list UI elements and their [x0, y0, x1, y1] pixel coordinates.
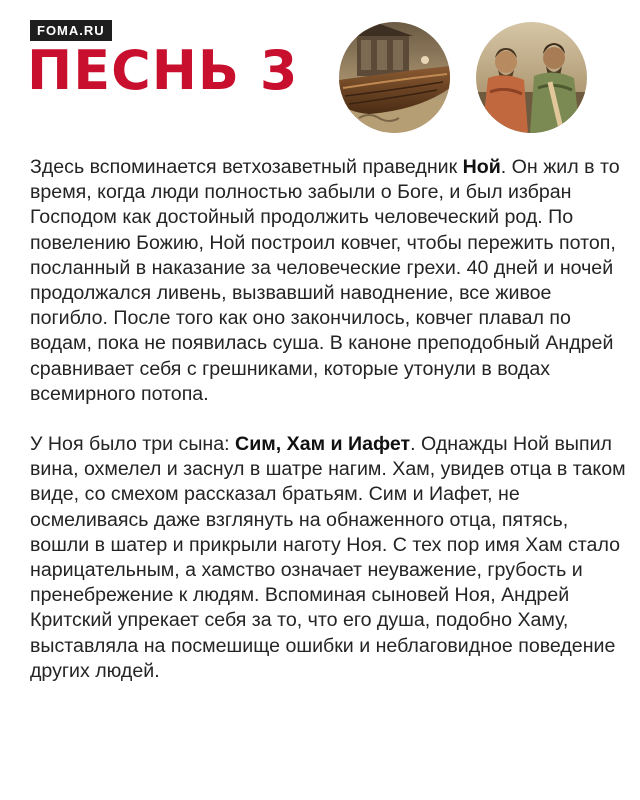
brand-badge: FOMA.RU: [30, 20, 112, 41]
article-body: [30, 155, 628, 684]
noah-ark-icon: [339, 22, 450, 133]
sons-of-noah-icon: [476, 22, 587, 133]
paragraph: [30, 432, 628, 684]
paragraph-text: У Ноя было три сына:: [30, 433, 236, 456]
bold-text: Сим, Хам и Иафет: [235, 433, 411, 456]
page-title: ПЕСНЬ 3: [27, 39, 299, 102]
paragraph-text: Здесь вспоминается ветхозаветный праведник: [30, 156, 463, 178]
paragraph-text: . Он жил в то время, когда люди полностью забыли о Боге, и был избран Господом как достойный продолжить человеческий род. По повелению Божию, Ной построил ковчег, чтобы пережить потоп, посланный в наказание за человеческие грехи. 40 дней и ночей продолжался ливень, вызвавший наводнение, все живое погибло. После того как оно закончилось, ковчег плавал по водам, пока не появилась суша. В каноне преподобный Андрей сравнивает себя с грешниками, которые утонули в водах всемирного потопа.: [30, 156, 620, 405]
paragraph: [30, 155, 628, 407]
bold-text: Ной: [462, 156, 501, 178]
paragraph-text: . Однажды Ной выпил вина, охмелел и заснул в шатре нагим. Хам, увидев отца в таком виде, со смехом рассказал братьям. Сим и Иафет, не осмеливаясь даже взглянуть на обнаженного отца, пятясь, вошли в шатер и прикрыли наготу Ноя. С тех пор имя Хам стало нарицательным, а хамство означает неуважение, грубость и пренебрежение к людям. Вспоминая сыновей Ноя, Андрей Критский упрекает себя за то, что его душа, подобно Хаму, выставляла на посмешище ошибки и неблаговидное поведение других людей.: [30, 433, 626, 682]
